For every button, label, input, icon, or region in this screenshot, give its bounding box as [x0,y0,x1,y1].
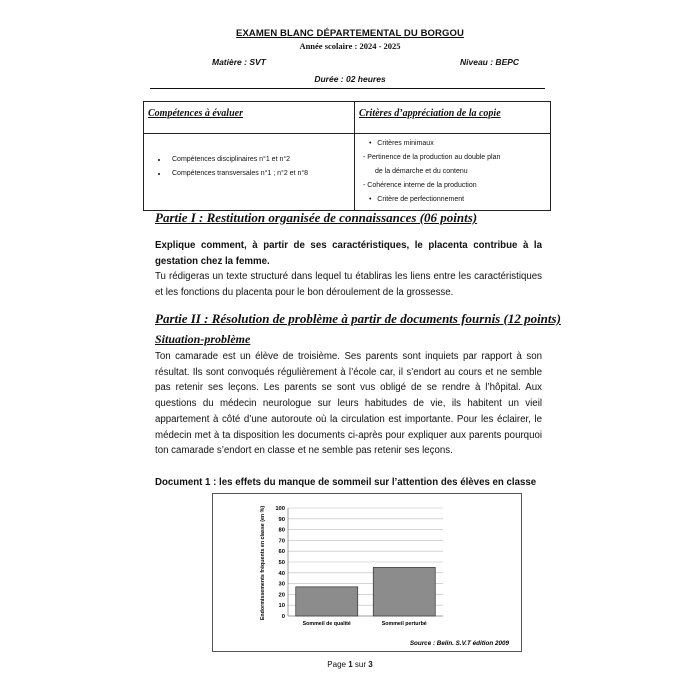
part1-instruction: Tu rédigeras un texte structuré dans lequel tu établiras les liens entre les caractéristiques et les fonctions du placenta pour le bon déroulement de la grossesse. [155,271,542,298]
y-tick-label: 20 [278,592,285,599]
exam-title: EXAMEN BLANC DÉPARTEMENTAL DU BORGOU [236,28,464,39]
y-tick-label: 40 [278,570,285,577]
criteria-line: - Cohérence interne de la production [363,182,477,189]
criteria-cell [355,134,551,211]
y-tick-label: 90 [278,516,285,523]
competence-item: • Compétences transversales n°1 ; n°2 et n°8 [168,170,354,177]
competences-cell [144,134,355,211]
chart-bars [296,567,436,616]
competences-table [143,101,551,211]
competence-item: • Compétences disciplinaires n°1 et n°2 [168,156,354,163]
situation-label: Situation-problème [155,332,251,346]
part1-title: Partie I : Restitution organisée de connaissances (06 points) [155,210,478,225]
criteria-line: • Critère de perfectionnement [369,196,465,203]
y-tick-label: 50 [278,560,285,566]
bar-chart [213,494,521,651]
chart-source: Source : Belin. S.V.T édition 2009 [409,640,509,647]
y-tick-label: 100 [275,506,285,512]
duration-label: Durée : 02 heures [314,74,386,84]
y-tick-label: 70 [278,538,285,545]
criteria-header: Critères d’appréciation de la copie [355,102,551,134]
subject-label: Matière : SVT [212,57,266,67]
bar [373,567,435,616]
criteria-line: • Critères minimaux [369,140,434,147]
page-footer: Page 1 sur 3 [327,660,373,669]
part1-question: Explique comment, à partir de ses caractéristiques, le placenta contribue à la gestation chez la femme. [155,240,542,267]
document1-chart [212,493,522,652]
x-tick-label: Sommeil perturbé [381,621,427,627]
y-tick-label: 30 [278,581,285,588]
y-tick-label: 10 [278,603,285,610]
document1-title: Document 1 : les effets du manque de sommeil sur l’attention des élèves en classe [155,477,537,488]
part2-title: Partie II : Résolution de problème à partir de documents fournis (12 points) [155,311,561,326]
x-tick-label: Sommeil de qualité [302,621,351,627]
situation-text: Ton camarade est un élève de troisième. Ses parents sont inquiets par rapport à son résultat. Ils sont convoqués régulièrement à l’école car, il s’endort au cours et ne semble pas retenir ses leçons. Les parents se sont vus obligé de se rendre à l’hôpital. Aux questions du médecin neurologue sur leurs habitudes de vie, ils habitent un vieil appartement à côté d’une autoroute où la circulation est importante. Pour les éclairer, le médecin met à ta disposition les documents ci-après pour expliquer aux parents pourquoi ton camarade s’endort en classe et ne semble pas retenir ses leçons. [155,351,542,457]
bar [296,587,358,616]
criteria-line: de la démarche et du contenu [375,168,468,175]
competences-header: Compétences à évaluer [144,102,355,134]
y-tick-label: 0 [281,614,285,620]
level-label: Niveau : BEPC [460,57,520,67]
y-axis-label: Endormissements fréquents en classe (en %) [260,505,266,621]
school-year: Année scolaire : 2024 - 2025 [299,41,401,51]
y-tick-label: 80 [278,527,285,534]
header-divider [150,88,545,89]
criteria-line: - Pertinence de la production au double plan [363,154,501,161]
y-tick-label: 60 [278,549,285,556]
